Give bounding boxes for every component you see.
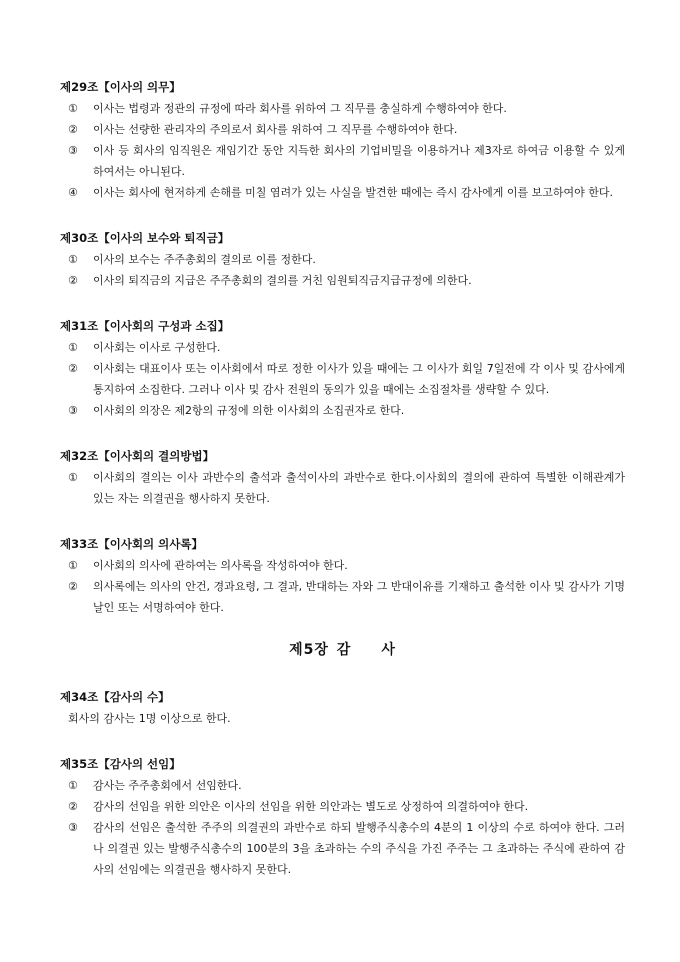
clause-text: 이사회는 대표이사 또는 이사회에서 따로 정한 이사가 있을 때에는 그 이사가 회일 7일전에 각 이사 및 감사에게 통지하여 소집한다. 그러나 이사 및 감사 전원의 동의가 있을 때에는 소집절차를 생략할 수 있다.	[93, 362, 625, 396]
chapter-heading: 제5장 감 사	[289, 642, 396, 658]
clause-number: ①	[68, 253, 78, 266]
article-32	[60, 447, 625, 509]
document-page	[60, 78, 625, 880]
clause-number: ①	[68, 559, 78, 572]
clause-number: ①	[68, 779, 78, 792]
article-30	[60, 229, 625, 291]
clause-number: ①	[68, 102, 78, 115]
clause-number: ④	[68, 186, 78, 199]
article-31	[60, 317, 625, 421]
clause	[68, 796, 625, 817]
clause-number: ①	[68, 341, 78, 354]
clause-number: ②	[68, 362, 78, 375]
article-35	[60, 755, 625, 880]
article-33	[60, 535, 625, 618]
clause-number: ②	[68, 123, 78, 136]
clause	[68, 576, 625, 618]
article-title: 제31조【이사회의 구성과 소집】	[60, 319, 230, 333]
clause-text: 의사록에는 의사의 안건, 경과요령, 그 결과, 반대하는 자와 그 반대이유를 기재하고 출석한 이사 및 감사가 기명날인 또는 서명하여야 한다.	[93, 580, 625, 614]
clause	[68, 182, 625, 203]
clause-text: 이사회는 이사로 구성한다.	[93, 341, 221, 354]
clause-text: 이사회의 의사에 관하여는 의사록을 작성하여야 한다.	[93, 559, 348, 572]
clause	[68, 817, 625, 880]
clause-text: 이사 등 회사의 임직원은 재임기간 동안 지득한 회사의 기업비밀을 이용하거나 제3자로 하여금 이용할 수 있게 하여서는 아니된다.	[93, 144, 625, 178]
clause-number: ②	[68, 274, 78, 287]
clause	[68, 555, 625, 576]
article-title: 제30조【이사의 보수와 퇴직금】	[60, 231, 230, 245]
article-title: 제33조【이사회의 의사록】	[60, 537, 203, 551]
clause-text: 이사는 회사에 현저하게 손해를 미칠 염려가 있는 사실을 발견한 때에는 즉시 감사에게 이를 보고하여야 한다.	[93, 186, 613, 199]
article-title: 제35조【감사의 선임】	[60, 757, 181, 771]
clause	[68, 119, 625, 140]
clause-text: 이사회의 결의는 이사 과반수의 출석과 출석이사의 과반수로 한다.이사회의 결의에 관하여 특별한 이해관계가 있는 자는 의결권을 행사하지 못한다.	[93, 471, 625, 505]
clause-number: ③	[68, 821, 78, 834]
clause	[68, 98, 625, 119]
clause	[68, 467, 625, 509]
article-text: 회사의 감사는 1명 이상으로 한다.	[68, 712, 231, 725]
article-29	[60, 78, 625, 203]
clause-text: 이사는 선량한 관리자의 주의로서 회사를 위하여 그 직무를 수행하여야 한다.	[93, 123, 458, 136]
clause	[68, 337, 625, 358]
clause	[68, 775, 625, 796]
clause-text: 이사는 법령과 정관의 규정에 따라 회사를 위하여 그 직무를 충실하게 수행하여야 한다.	[93, 102, 507, 115]
clause-text: 이사의 보수는 주주총회의 결의로 이를 정한다.	[93, 253, 316, 266]
clause-text: 이사회의 의장은 제2항의 규정에 의한 이사회의 소집권자로 한다.	[93, 404, 405, 417]
clause-number: ②	[68, 800, 78, 813]
clause-number: ②	[68, 580, 78, 593]
article-34	[60, 688, 625, 729]
clause-number: ③	[68, 144, 78, 157]
clause-text: 감사는 주주총회에서 선임한다.	[93, 779, 242, 792]
article-title: 제32조【이사회의 결의방법】	[60, 449, 215, 463]
clause	[68, 270, 625, 291]
article-title: 제29조【이사의 의무】	[60, 80, 181, 94]
clause	[68, 358, 625, 400]
clause	[68, 140, 625, 182]
article-title: 제34조【감사의 수】	[60, 690, 170, 704]
clause-text: 감사의 선임은 출석한 주주의 의결권의 과반수로 하되 발행주식총수의 4분의 1 이상의 수로 하여야 한다. 그러나 의결권 있는 발행주식총수의 100분의 3을 초과하는 수의 주식을 가진 주주는 그 초과하는 주식에 관하여 감사의 선임에는 의결권을 행사하지 못한다.	[93, 821, 625, 876]
clause	[68, 400, 625, 421]
clause	[68, 249, 625, 270]
clause-number: ③	[68, 404, 78, 417]
clause-text: 감사의 선임을 위한 의안은 이사의 선임을 위한 의안과는 별도로 상정하여 의결하여야 한다.	[93, 800, 529, 813]
clause-text: 이사의 퇴직금의 지급은 주주총회의 결의를 거친 임원퇴직금지급규정에 의한다.	[93, 274, 472, 287]
clause-number: ①	[68, 471, 78, 484]
